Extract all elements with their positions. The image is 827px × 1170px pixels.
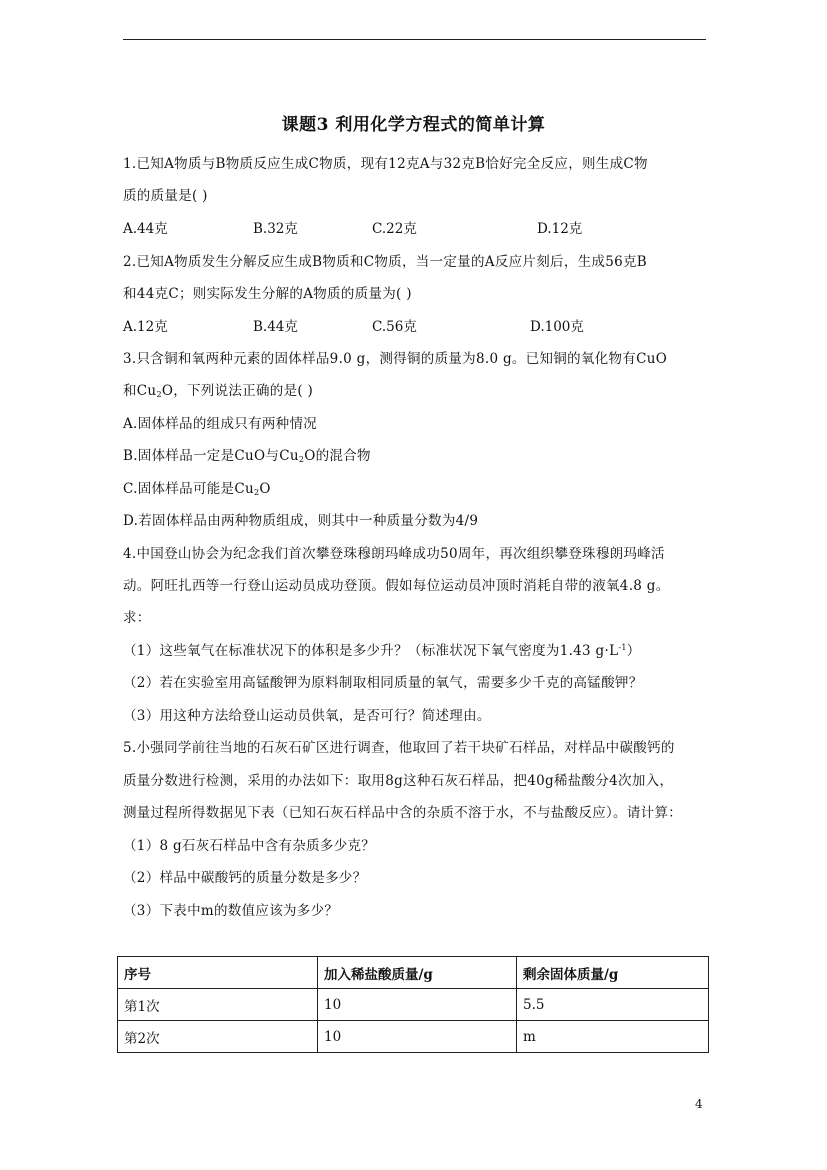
q4-line3: 求： (123, 610, 151, 626)
q2-option-b: B.44克 (253, 319, 298, 335)
table-row (118, 989, 709, 1021)
q5-line2: 质量分数进行检测，采用的办法如下：取用8g这种石灰石样品，把40g稀盐酸分4次加入， (123, 773, 674, 789)
table-header-cell: 剩余固体质量/g (517, 957, 709, 989)
q3-option-b: B.固体样品一定是CuO与$Cu_2O$的混合物 (123, 448, 371, 464)
q1-line2: 质的质量是( ) (123, 188, 208, 204)
table-cell: 第2次 (118, 1021, 318, 1053)
q4-sub1: （1）这些氧气在标准状况下的体积是多少升？（标准状况下氧气密度为1.43 $g\cdot L^{-1}$） (123, 643, 641, 659)
table-header-cell: 序号 (118, 957, 318, 989)
q3-line1: 3.只含铜和氧两种元素的固体样品9.0 g，测得铜的质量为8.0 g。已知铜的氧化物有CuO (123, 351, 668, 367)
table-header-row (118, 957, 709, 989)
data-table (117, 956, 709, 1053)
q4-sub2: （2）若在实验室用高锰酸钾为原料制取相同质量的氧气，需要多少千克的高锰酸钾？ (123, 675, 643, 691)
q3-option-a: A.固体样品的组成只有两种情况 (123, 416, 318, 432)
q5-sub1: （1）8 g石灰石样品中含有杂质多少克？ (123, 838, 376, 854)
q1-option-d: D.12克 (537, 221, 583, 237)
q4-line1: 4.中国登山协会为纪念我们首次攀登珠穆朗玛峰成功50周年，再次组织攀登珠穆朗玛峰活 (123, 546, 665, 562)
q3-line2: 和$Cu_2O$，下列说法正确的是( ) (123, 383, 314, 399)
q3-option-c: C.固体样品可能是$Cu_2O$ (123, 481, 271, 497)
q5-line1: 5.小强同学前往当地的石灰石矿区进行调查，他取回了若干块矿石样品，对样品中碳酸钙的 (123, 740, 675, 756)
q1-option-a: A.44克 (123, 221, 168, 237)
q1-option-c: C.22克 (372, 221, 417, 237)
q2-line1: 2.已知A物质发生分解反应生成B物质和C物质，当一定量的A反应片刻后，生成56克B (123, 254, 648, 270)
table-row (118, 1021, 709, 1053)
table-cell: m (517, 1021, 709, 1053)
table-cell: 第1次 (118, 989, 318, 1021)
q5-line3: 测量过程所得数据见下表（已知石灰石样品中含的杂质不溶于水，不与盐酸反应）。请计算： (123, 805, 683, 821)
table-cell: 10 (318, 989, 517, 1021)
page-title: 课题3 利用化学方程式的简单计算 (281, 115, 546, 135)
q1-line1: 1.已知A物质与B物质反应生成C物质，现有12克A与32克B恰好完全反应，则生成C物 (123, 156, 648, 172)
q4-line2: 动。阿旺扎西等一行登山运动员成功登顶。假如每位运动员冲顶时消耗自带的液氧4.8 g。 (123, 578, 670, 594)
q5-sub3: （3）下表中m的数值应该为多少？ (123, 903, 339, 919)
q2-option-d: D.100克 (530, 319, 584, 335)
header-rule (123, 39, 706, 40)
q4-sub3: （3）用这种方法给登山运动员供氧，是否可行？简述理由。 (123, 708, 491, 724)
table-header-cell: 加入稀盐酸质量/g (318, 957, 517, 989)
q2-option-a: A.12克 (123, 319, 168, 335)
table-cell: 5.5 (517, 989, 709, 1021)
page-number: 4 (695, 1097, 703, 1111)
q3-option-d: D.若固体样品由两种物质组成，则其中一种质量分数为4/9 (123, 513, 479, 529)
q1-option-b: B.32克 (253, 221, 298, 237)
q2-line2: 和44克C；则实际发生分解的A物质的质量为( ) (123, 286, 412, 302)
table-cell: 10 (318, 1021, 517, 1053)
q2-option-c: C.56克 (372, 319, 417, 335)
q5-sub2: （2）样品中碳酸钙的质量分数是多少？ (123, 870, 367, 886)
